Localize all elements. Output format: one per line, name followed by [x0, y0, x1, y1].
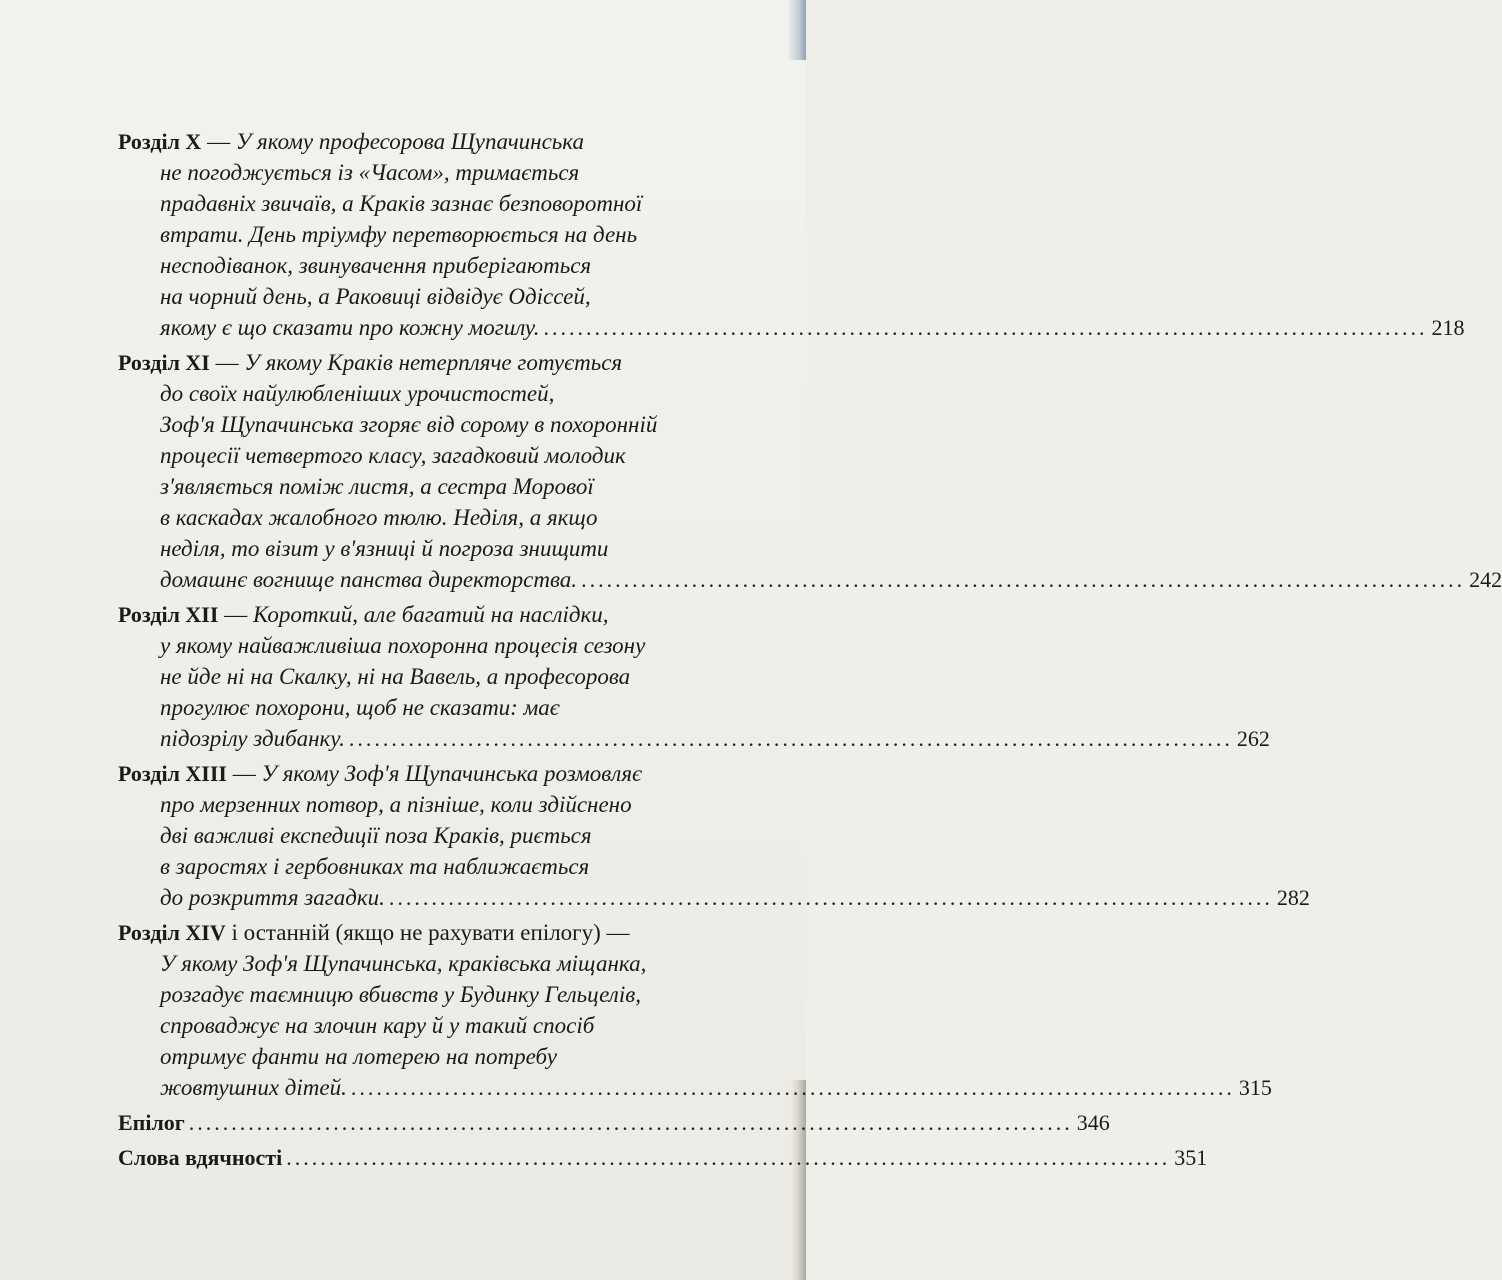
toc-entry-chapter-12 [118, 599, 1270, 754]
chapter-description-line: Зоф'я Щупачинська згоряє від сорому в похоронній [160, 412, 658, 437]
chapter-description-line: У якому Зоф'я Щупачинська, краківська міщанка, [160, 951, 647, 976]
page-number: 262 [1236, 726, 1270, 751]
section-heading: Епілог [118, 1110, 185, 1135]
cover-edge-top [788, 0, 806, 60]
dot-leader: ........................................................................................................ [581, 567, 1466, 592]
page-number: 218 [1431, 315, 1465, 340]
dot-leader: ........................................................................................................ [348, 726, 1233, 751]
page-number: 315 [1238, 1075, 1272, 1100]
chapter-heading: Розділ X [118, 129, 202, 154]
chapter-description-line: процесії четвертого класу, загадковий молодик [160, 443, 626, 468]
chapter-description-line: розгадує таємницю вбивств у Будинку Гельцелів, [160, 982, 641, 1007]
em-dash: — [209, 350, 245, 375]
toc-leader-line [118, 882, 1310, 913]
toc-entry-epilogue [118, 1107, 1110, 1138]
chapter-description-line: до своїх найулюбленіших урочистостей, [160, 381, 555, 406]
chapter-heading: Розділ XII [118, 602, 219, 627]
chapter-description-line: жовтушних дітей. [160, 1075, 347, 1100]
chapter-heading: Розділ XIII [118, 761, 227, 786]
section-heading: Слова вдячності [118, 1145, 283, 1170]
dot-leader: ........................................................................................................ [350, 1075, 1235, 1100]
toc-leader-line [118, 723, 1270, 754]
toc-leader-line [118, 312, 1465, 343]
toc-leader-line [118, 1107, 1110, 1138]
chapter-description-line: прадавніх звичаїв, а Краків зазнає безповоротної [160, 191, 643, 216]
chapter-description-line: У якому Краків нетерпляче готується [244, 350, 623, 375]
toc-leader-line [118, 1142, 1208, 1173]
toc-entry-chapter-13 [118, 758, 1310, 913]
chapter-description-line: з'являється поміж листя, а сестра Морової [160, 474, 594, 499]
dot-leader: ........................................................................................................ [188, 1110, 1073, 1135]
toc-entry-chapter-14 [118, 917, 1272, 1103]
chapter-description-line: У якому професорова Щупачинська [235, 129, 584, 154]
chapter-description-line: не погоджується із «Часом», тримається [160, 160, 580, 185]
chapter-description-line: У якому Зоф'я Щупачинська розмовляє [261, 761, 643, 786]
chapter-heading: Розділ XI [118, 350, 210, 375]
chapter-heading-tail: і останній (якщо не рахувати епілогу) — [231, 920, 630, 945]
chapter-description-line: неділя, то візит у в'язниці й погроза знищити [160, 536, 609, 561]
table-of-contents [118, 126, 1502, 1177]
toc-entry-acknowledgements [118, 1142, 1208, 1173]
chapter-description-line: підозрілу здибанку. [160, 726, 345, 751]
em-dash: — [227, 761, 262, 786]
toc-leader-line [118, 1072, 1272, 1103]
chapter-description-line: прогулює похорони, щоб не сказати: має [160, 695, 560, 720]
page-number: 351 [1174, 1145, 1208, 1170]
chapter-description-line: до розкриття загадки. [160, 885, 385, 910]
chapter-heading: Розділ XIV [118, 920, 226, 945]
page-number: 282 [1276, 885, 1310, 910]
chapter-description-line: якому є що сказати про кожну могилу. [160, 315, 540, 340]
dot-leader: ........................................................................................................ [543, 315, 1428, 340]
chapter-description-line: несподіванок, звинувачення приберігаються [160, 253, 592, 278]
chapter-description-line: отримує фанти на лотерею на потребу [160, 1044, 557, 1069]
chapter-description-line: домашнє вогнище панства директорства. [160, 567, 578, 592]
toc-leader-line [118, 564, 1502, 595]
chapter-description-line: не йде ні на Скалку, ні на Вавель, а професорова [160, 664, 631, 689]
chapter-description-line: на чорний день, а Раковиці відвідує Одіссей, [160, 284, 591, 309]
em-dash: — [201, 129, 236, 154]
chapter-description-line: в заростях і гербовниках та наближається [160, 854, 590, 879]
chapter-description-line: Короткий, але багатий на наслідки, [252, 602, 609, 627]
toc-entry-chapter-11 [118, 347, 1502, 595]
chapter-description-line: в каскадах жалобного тюлю. Неділя, а якщо [160, 505, 598, 530]
chapter-description-line: у якому найважливіша похоронна процесія сезону [160, 633, 646, 658]
page-number: 346 [1076, 1110, 1110, 1135]
chapter-description-line: дві важливі експедиції поза Краків, риється [160, 823, 592, 848]
dot-leader: ........................................................................................................ [388, 885, 1273, 910]
em-dash: — [218, 602, 253, 627]
toc-entry-chapter-10 [118, 126, 1465, 343]
dot-leader: ........................................................................................................ [286, 1145, 1171, 1170]
chapter-description-line: спроваджує на злочин кару й у такий спосіб [160, 1013, 595, 1038]
page-number: 242 [1469, 567, 1502, 592]
chapter-description-line: втрати. День тріумфу перетворюється на день [160, 222, 638, 247]
chapter-description-line: про мерзенних потвор, а пізніше, коли здійснено [160, 792, 632, 817]
